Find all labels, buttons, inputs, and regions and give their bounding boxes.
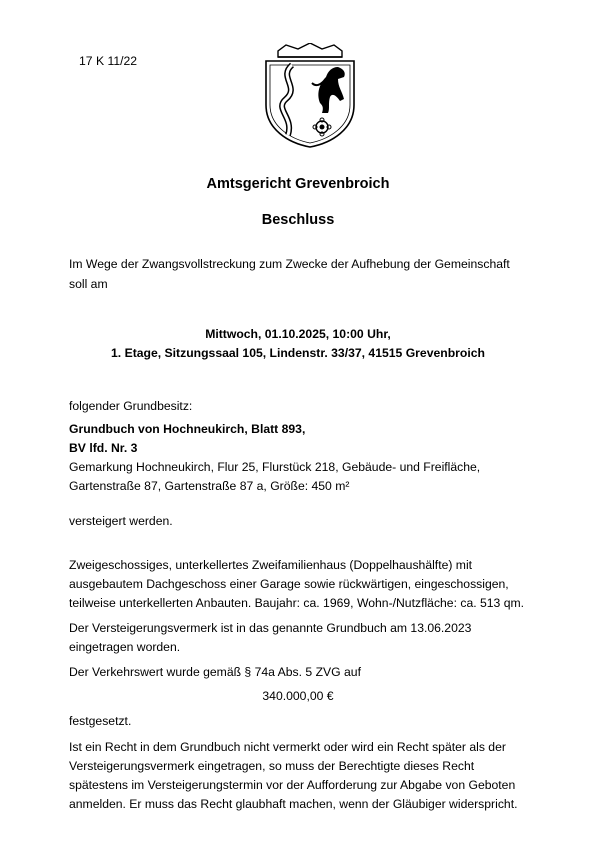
description-line: teilweise unterkellerten Anbauten. Baujahr: ca. 1969, Wohn-/Nutzfläche: ca. 513 qm. (69, 596, 525, 610)
rights-note-line: Ist ein Recht in dem Grundbuch nicht vermerkt oder wird ein Recht später als der (69, 740, 506, 754)
case-number: 17 K 11/22 (79, 54, 138, 68)
rights-note-line: anmelden. Er muss das Recht glaubhaft machen, wenn der Gläubiger widerspricht. (69, 797, 518, 811)
intro-line-1: Im Wege der Zwangsvollstreckung zum Zwecke der Aufhebung der Gemeinschaft (69, 257, 510, 271)
value-set-text: festgesetzt. (69, 714, 132, 728)
property-address: Gartenstraße 87, Gartenstraße 87 a, Größe: 450 m² (69, 479, 350, 493)
description-line: ausgebautem Dachgeschoss einer Garage sowie rückwärtigen, eingeschossigen, (69, 577, 509, 591)
coat-of-arms-icon (258, 43, 362, 149)
intro-line-2: soll am (69, 277, 108, 291)
appointment-date: Mittwoch, 01.10.2025, 10:00 Uhr, (205, 327, 391, 341)
appointment-place: 1. Etage, Sitzungssaal 105, Lindenstr. 33/37, 41515 Grevenbroich (111, 346, 485, 360)
registration-note-line: eingetragen worden. (69, 640, 181, 654)
auctioned-text: versteigert werden. (69, 514, 173, 528)
rights-note-line: spätestens im Versteigerungstermin vor der Aufforderung zur Abgabe von Geboten (69, 778, 516, 792)
property-heading: folgender Grundbesitz: (69, 399, 193, 413)
registration-note-line: Der Versteigerungsvermerk ist in das genannte Grundbuch am 13.06.2023 (69, 621, 472, 635)
document-type: Beschluss (261, 212, 335, 228)
rights-note-line: Versteigerungsvermerk eingetragen, so muss der Berechtigte dieses Recht (69, 759, 475, 773)
market-value: 340.000,00 € (262, 689, 334, 703)
description-line: Zweigeschossiges, unterkellertes Zweifamilienhaus (Doppelhaushälfte) mit (69, 558, 473, 572)
court-name: Amtsgericht Grevenbroich (206, 176, 390, 192)
value-intro: Der Verkehrswert wurde gemäß § 74a Abs. 5 ZVG auf (69, 665, 361, 679)
land-register: Grundbuch von Hochneukirch, Blatt 893, (69, 422, 306, 436)
bv-number: BV lfd. Nr. 3 (69, 441, 138, 455)
parcel-info: Gemarkung Hochneukirch, Flur 25, Flurstück 218, Gebäude- und Freifläche, (69, 460, 481, 474)
